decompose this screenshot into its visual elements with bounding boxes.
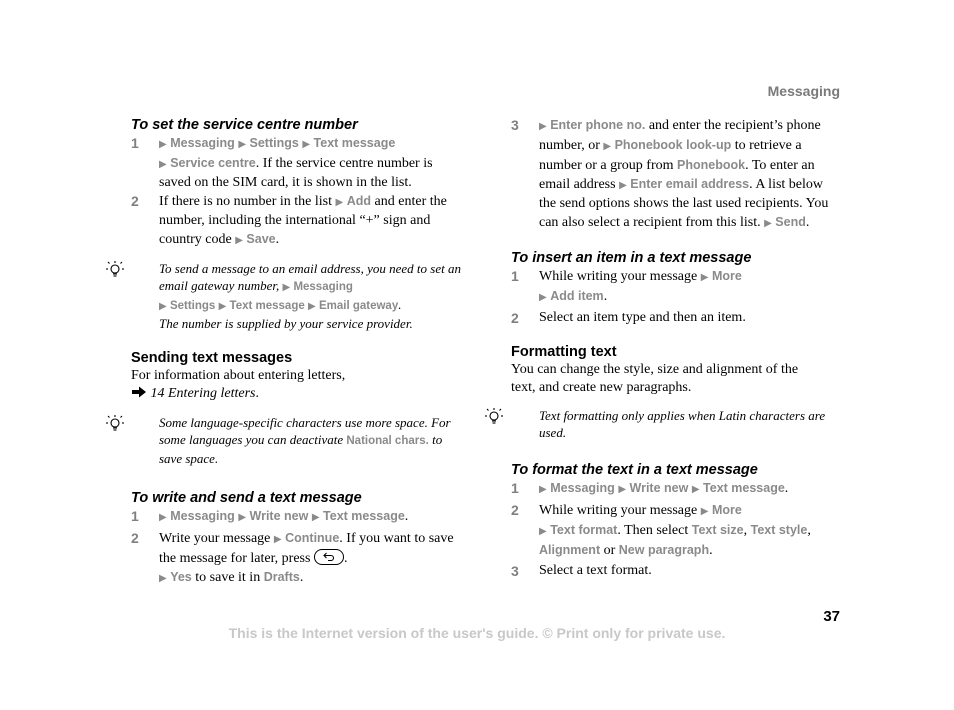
menu-path: Phonebook <box>677 158 746 172</box>
menu-path: Phonebook look-up <box>614 138 732 152</box>
triangle-right-icon: ▶ <box>238 139 247 150</box>
running-header: Messaging <box>767 83 840 99</box>
triangle-right-icon: ▶ <box>539 292 547 303</box>
tip-latin-chars <box>511 407 843 441</box>
triangle-right-icon: ▶ <box>764 218 772 229</box>
body-text: If there is no number in the list <box>159 194 336 209</box>
menu-path: Messaging <box>550 481 615 495</box>
step-number: 3 <box>511 563 519 579</box>
triangle-right-icon: ▶ <box>539 121 547 132</box>
triangle-right-icon: ▶ <box>159 301 167 312</box>
triangle-right-icon: ▶ <box>282 282 291 293</box>
menu-path: Settings <box>169 300 216 312</box>
step-item <box>131 192 463 250</box>
body-text: , <box>743 523 751 538</box>
menu-path: Text message <box>323 509 405 523</box>
section-title-sending: Sending text messages <box>131 350 293 366</box>
tip-text: The number is supplied by your service provider. <box>159 316 413 331</box>
body-text: . Then select <box>617 523 692 538</box>
step-number: 2 <box>131 530 139 546</box>
body-text: Select an item type and then an item. <box>539 310 746 325</box>
triangle-right-icon: ▶ <box>235 235 243 246</box>
section-title-service-centre: To set the service centre number <box>131 117 358 133</box>
step-number: 1 <box>511 480 519 496</box>
menu-path: Drafts <box>263 570 300 584</box>
step-number: 2 <box>511 502 519 518</box>
step-number: 1 <box>131 508 139 524</box>
step-item <box>511 267 843 307</box>
step-item <box>511 116 843 233</box>
lightbulb-icon <box>131 260 159 332</box>
body-text: While writing your message <box>539 503 701 518</box>
triangle-right-icon: ▶ <box>159 512 167 523</box>
body-text: . To enter an email address <box>539 158 815 192</box>
menu-path: Send <box>775 215 806 229</box>
page-number: 37 <box>823 608 840 625</box>
menu-path: Continue <box>285 531 340 545</box>
body-text: For information about entering letters, <box>131 368 346 383</box>
body-text: . <box>255 386 259 401</box>
menu-path: Email gateway <box>318 300 399 312</box>
menu-path: Enter phone no. <box>550 118 646 132</box>
body-text: . <box>709 543 713 558</box>
menu-path: Service centre <box>170 156 256 170</box>
tip-text: to save space. <box>159 432 443 466</box>
body-text: . <box>805 215 810 230</box>
menu-path: Text message <box>703 481 785 495</box>
triangle-right-icon: ▶ <box>700 506 709 517</box>
step-number: 2 <box>511 310 519 326</box>
step-item <box>131 529 463 588</box>
tip-text: . <box>398 297 402 312</box>
body-text: to save it in <box>191 570 264 585</box>
triangle-right-icon: ▶ <box>539 526 547 537</box>
body-text: . A list below the send options shows the last used recipients. You can also select a recipient from this list. <box>539 177 829 230</box>
triangle-right-icon: ▶ <box>335 197 344 208</box>
body-text: and enter the recipient’s phone number, or <box>539 118 821 153</box>
body-paragraph <box>131 367 463 404</box>
step-number: 2 <box>131 193 139 209</box>
body-text: and enter the number, including the international “+” sign and country code <box>159 194 447 247</box>
menu-path: Save <box>246 232 276 246</box>
menu-path: Add item <box>550 289 604 303</box>
menu-path: Text size <box>691 523 744 537</box>
menu-path: Alignment <box>539 543 601 557</box>
step-item <box>131 134 463 192</box>
body-text: . If the service centre number is saved on the SIM card, it is shown in the list. <box>159 156 433 190</box>
step-number: 3 <box>511 117 519 133</box>
section-title-insert-item: To insert an item in a text message <box>511 250 752 266</box>
menu-path: National chars. <box>346 435 429 447</box>
triangle-right-icon: ▶ <box>603 141 612 152</box>
menu-path: More <box>711 503 742 517</box>
body-text: . <box>404 509 409 524</box>
menu-path: Yes <box>170 570 192 584</box>
triangle-right-icon: ▶ <box>218 301 227 312</box>
body-text: Select a text format. <box>539 563 652 578</box>
body-text: , <box>807 523 811 538</box>
triangle-right-icon: ▶ <box>619 180 627 191</box>
body-text: or <box>600 543 619 558</box>
triangle-right-icon: ▶ <box>159 573 167 584</box>
lightbulb-icon <box>511 407 539 441</box>
menu-path: Add <box>346 194 372 208</box>
body-paragraph: You can change the style, size and alignment of the text, and create new paragraphs. <box>511 362 799 395</box>
arrow-right-icon <box>131 386 147 404</box>
triangle-right-icon: ▶ <box>691 484 700 495</box>
tip-email-gateway <box>131 260 463 332</box>
triangle-right-icon: ▶ <box>238 512 247 523</box>
footer-notice: This is the Internet version of the user's guide. © Print only for private use. <box>228 625 726 641</box>
step-item <box>511 309 843 327</box>
body-text: . If you want to save the message for later, press <box>159 531 454 566</box>
triangle-right-icon: ▶ <box>302 139 311 150</box>
section-title-format-text: To format the text in a text message <box>511 462 758 478</box>
menu-path: New paragraph <box>618 543 710 557</box>
triangle-right-icon: ▶ <box>539 484 547 495</box>
triangle-right-icon: ▶ <box>700 272 709 283</box>
body-text: . <box>343 551 348 566</box>
cross-reference-link[interactable]: 14 Entering letters <box>150 386 256 401</box>
back-key-icon <box>314 549 344 565</box>
step-item <box>511 479 843 499</box>
tip-text: To send a message to an email address, you need to set an email gateway number, <box>159 261 461 293</box>
menu-path: Write new <box>249 509 309 523</box>
lightbulb-icon <box>131 414 159 467</box>
tip-text: Some language-specific characters use more space. For some languages you can deactivate <box>159 415 451 447</box>
body-text: . <box>603 289 608 304</box>
triangle-right-icon: ▶ <box>273 534 282 545</box>
body-text: to retrieve a number or a group from <box>539 138 802 173</box>
menu-path: Write new <box>629 481 689 495</box>
triangle-right-icon: ▶ <box>618 484 627 495</box>
menu-path: Text message <box>313 136 396 150</box>
menu-path: Text message <box>229 300 305 312</box>
body-text: . <box>299 570 304 585</box>
triangle-right-icon: ▶ <box>159 139 167 150</box>
step-number: 1 <box>131 135 139 151</box>
body-text: . <box>784 481 789 496</box>
menu-path: Text style <box>750 523 808 537</box>
step-item <box>511 501 843 560</box>
section-title-formatting: Formatting text <box>511 344 617 360</box>
triangle-right-icon: ▶ <box>159 159 167 170</box>
menu-path: Enter email address <box>630 177 750 191</box>
step-item <box>131 507 463 527</box>
menu-path: Messaging <box>170 509 235 523</box>
menu-path: Messaging <box>170 136 235 150</box>
left-column <box>131 115 463 588</box>
triangle-right-icon: ▶ <box>308 301 316 312</box>
body-text: While writing your message <box>539 269 701 284</box>
menu-path: Messaging <box>293 281 353 293</box>
right-column <box>511 115 843 580</box>
body-text: . <box>275 232 280 247</box>
tip-text: Text formatting only applies when Latin characters are used. <box>539 408 826 440</box>
menu-path: More <box>711 269 742 283</box>
menu-path: Text format <box>550 523 618 537</box>
tip-national-chars <box>131 414 463 467</box>
section-title-write-send: To write and send a text message <box>131 490 362 506</box>
body-text: Write your message <box>159 531 274 546</box>
step-item <box>511 562 843 580</box>
menu-path: Settings <box>249 136 299 150</box>
step-number: 1 <box>511 268 519 284</box>
triangle-right-icon: ▶ <box>311 512 320 523</box>
